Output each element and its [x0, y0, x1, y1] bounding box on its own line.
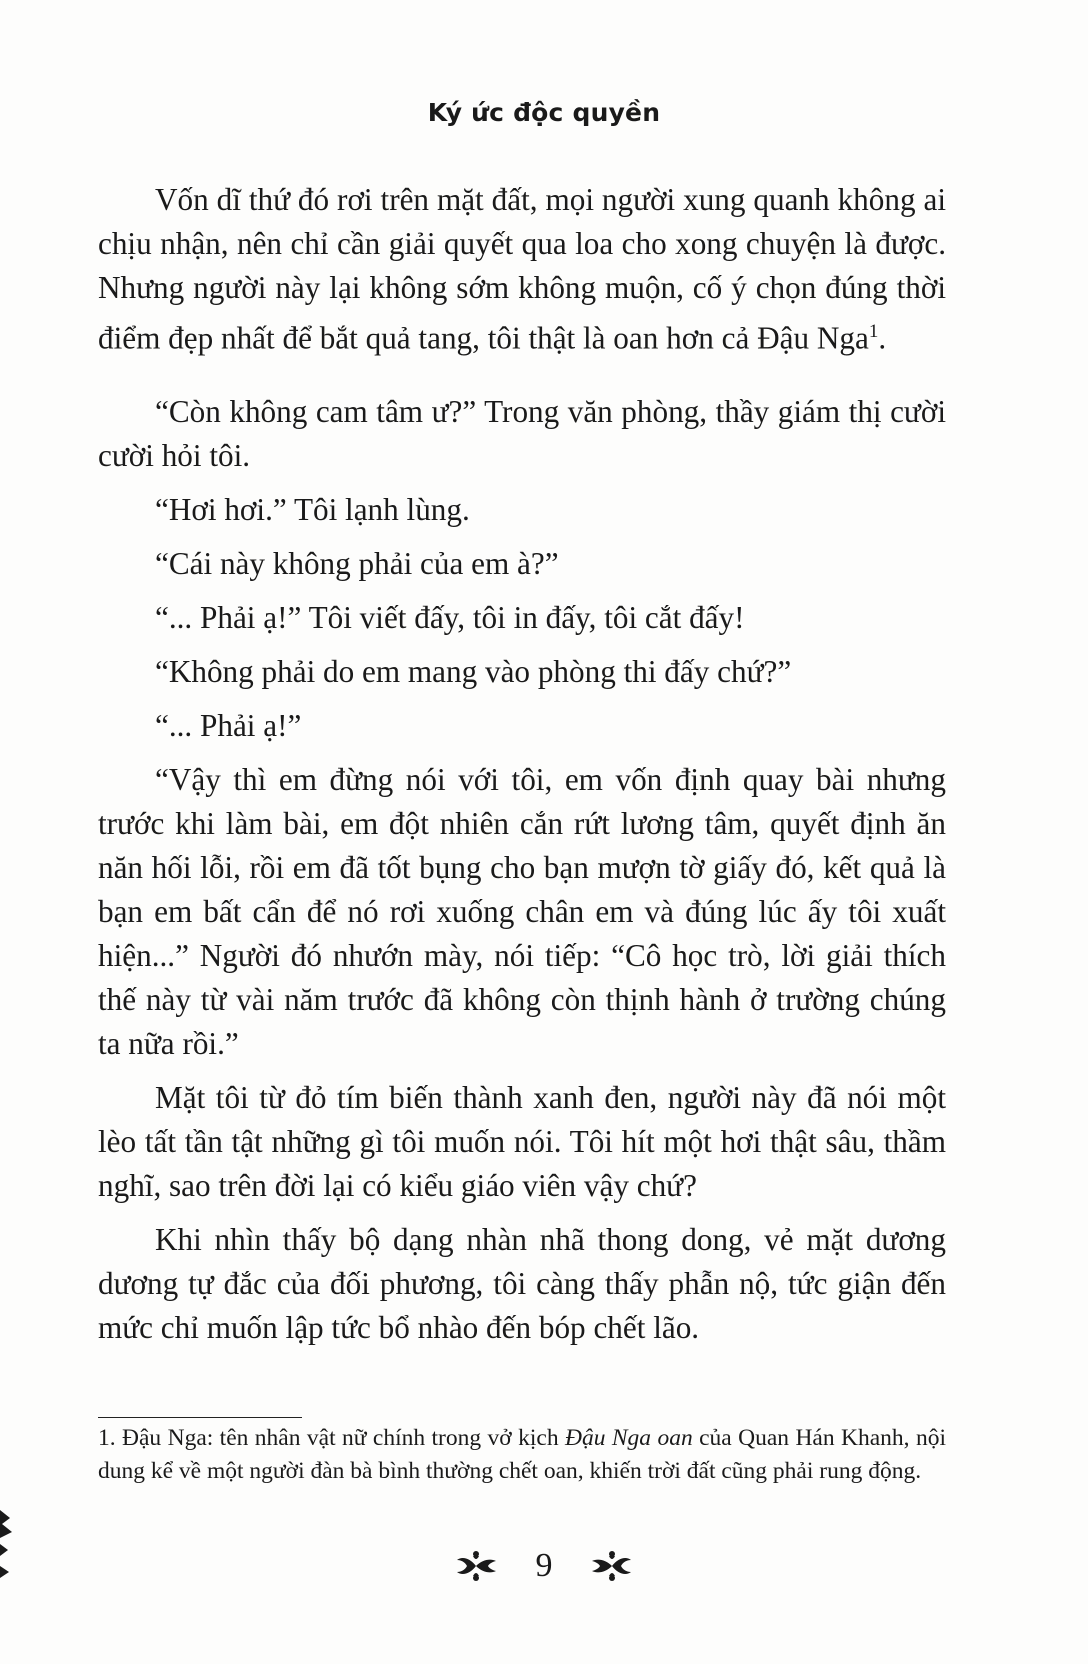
running-header: Ký ức độc quyền — [427, 98, 661, 127]
page-footer — [0, 1544, 1088, 1586]
ornament-right-icon — [589, 1548, 635, 1584]
paragraph: “... Phải ạ!” Tôi viết đấy, tôi in đấy, tôi cắt đấy! — [155, 600, 745, 636]
paragraph-tail: . — [878, 320, 887, 356]
paragraph — [98, 178, 946, 360]
paragraph-text: Vốn dĩ thứ đó rơi trên mặt đất, mọi người xung quanh không ai chịu nhận, nên chỉ cần giải quyết qua loa cho xong chuyện là được. Nhưng người này lại không sớm không muộn, cố ý chọn đúng thời điểm đẹp nhất để bắt quả tang, tôi thật là oan hơn cả Đậu Nga — [98, 182, 946, 356]
paragraph: Mặt tôi từ đỏ tím biến thành xanh đen, người này đã nói một lèo tất tần tật những gì tôi muốn nói. Tôi hít một hơi thật sâu, thầm nghĩ, sao trên đời lại có kiểu giáo viên vậy chứ? — [98, 1080, 946, 1204]
paragraph: “Vậy thì em đừng nói với tôi, em vốn định quay bài nhưng trước khi làm bài, em đột nhiên cắn rứt lương tâm, quyết định ăn năn hối lỗi, rồi em đã tốt bụng cho bạn mượn tờ giấy đó, kết quả là bạn em bất cẩn để nó rơi xuống chân em và đúng lúc ấy tôi xuất hiện...” Người đó nhướn mày, nói tiếp: “Cô học trò, lời giải thích thế này từ vài năm trước đã không còn thịnh hành ở trường chúng ta nữa rồi.” — [98, 762, 946, 1062]
edge-decoration-icon — [0, 1510, 16, 1610]
body-text — [98, 178, 946, 1360]
paragraph: “Cái này không phải của em à?” — [155, 546, 559, 582]
ornament-left-icon — [453, 1548, 499, 1584]
footnote-italic-title: Đậu Nga oan — [565, 1425, 693, 1451]
paragraph: “Hơi hơi.” Tôi lạnh lùng. — [155, 492, 470, 528]
paragraph: Khi nhìn thấy bộ dạng nhàn nhã thong dong, vẻ mặt dương dương tự đắc của đối phương, tôi càng thấy phẫn nộ, tức giận đến mức chỉ muốn lập tức bổ nhào đến bóp chết lão. — [98, 1222, 946, 1346]
paragraph: “Không phải do em mang vào phòng thi đấy chứ?” — [155, 654, 792, 690]
page-number: 9 — [535, 1547, 553, 1585]
paragraph: “Còn không cam tâm ư?” Trong văn phòng, thầy giám thị cười cười hỏi tôi. — [98, 394, 946, 474]
paragraph: “... Phải ạ!” — [155, 708, 302, 744]
footnote — [98, 1422, 946, 1488]
footnote-prefix: 1. Đậu Nga: tên nhân vật nữ chính trong vở kịch — [98, 1425, 565, 1451]
footnote-ref[interactable]: 1 — [868, 321, 879, 342]
footnote-divider — [98, 1417, 302, 1418]
footnote-suffix: của Quan Hán Khanh, nội dung kể về một người đàn bà bình thường chết oan, khiến trời đất cũng phải rung động. — [98, 1425, 946, 1484]
